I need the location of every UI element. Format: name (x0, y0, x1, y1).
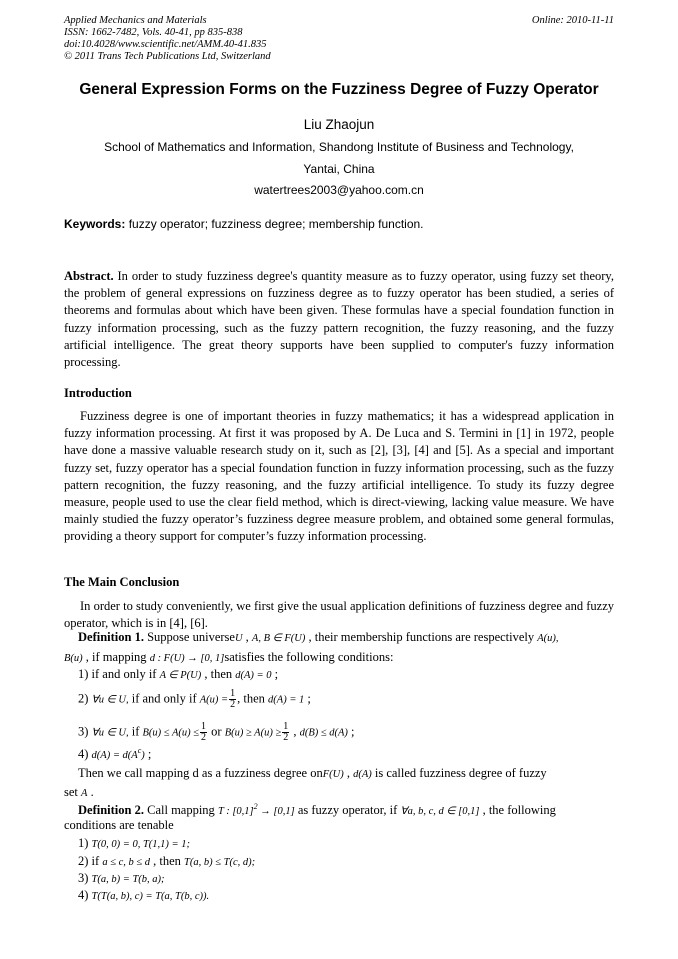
frac-den: 2 (201, 732, 207, 743)
journal-name: Applied Mechanics and Materials (64, 15, 207, 26)
c2-text-a: 2) (78, 691, 92, 706)
c3-math-3: B(u) ≥ A(u) ≥ (224, 727, 282, 739)
author-email: watertrees2003@yahoo.com.cn (254, 183, 424, 197)
then-line-2 (64, 785, 614, 800)
c2-math-1: ∀u ∈ U, (91, 694, 129, 706)
def1-text-d: , if mapping (82, 650, 147, 664)
def1-text-e: satisfies the following conditions: (224, 650, 394, 664)
c1-math-1: A ∈ P(U) (159, 670, 202, 681)
then-text-a: Then we call mapping d as a fuzziness degree on (78, 766, 323, 780)
then-line-1 (78, 766, 614, 781)
def1-text-b: , (242, 630, 252, 644)
def2-text-c: , the following (479, 803, 556, 818)
operator-condition-3 (78, 871, 628, 886)
then-math-3: A (81, 788, 88, 799)
d2-text-b: , then (150, 854, 185, 868)
d4-math: T(T(a, b), c) = T(a, T(b, c)). (91, 891, 210, 902)
c3-text-a: 3) (78, 724, 92, 739)
affiliation-line-1: School of Mathematics and Information, Shandong Institute of Business and Technology, (104, 140, 574, 154)
operator-condition-1 (78, 836, 628, 851)
c4-text-a: 4) (78, 747, 92, 762)
abstract (64, 268, 614, 371)
main-conclusion-heading: The Main Conclusion (64, 575, 180, 589)
author-name: Liu Zhaojun (303, 117, 375, 132)
affiliation-line-2: Yantai, China (303, 162, 375, 176)
then-math-1: F(U) (322, 769, 344, 780)
keywords (64, 217, 424, 231)
d3-math: T(a, b) = T(b, a); (91, 874, 165, 885)
main-intro-paragraph: In order to study conveniently, we first give the usual application definitions of fuzziness degree and fuzzy operator, which is in [4], [6]. (64, 599, 614, 631)
def1-text-c: , their membership functions are respectively (305, 630, 538, 644)
issn-line: ISSN: 1662-7482, Vols. 40-41, pp 835-838 (64, 27, 243, 38)
then-text-e: . (87, 785, 94, 799)
def1-math-sets: A, B ∈ F(U) (251, 633, 306, 644)
doi-line: doi:10.4028/www.scientific.net/AMM.40-41.835 (64, 39, 267, 50)
definition-1-line-1 (78, 630, 628, 645)
fraction-one-half (229, 689, 236, 710)
definition-2-line-1 (78, 802, 628, 818)
then-math-2: d(A) (353, 769, 372, 780)
def1-math-au: A(u), (537, 633, 559, 644)
introduction-heading: Introduction (64, 386, 132, 400)
frac-den: 2 (283, 732, 289, 743)
c1-text-c: ; (271, 667, 279, 681)
c2-text-d: ; (304, 691, 311, 706)
d1-text-a: 1) (78, 836, 92, 850)
def2-math-1b: → [0,1] (257, 806, 295, 818)
condition-2 (78, 689, 628, 710)
c3-text-or: or (208, 724, 225, 739)
d1-math: T(0, 0) = 0, T(1,1) = 1; (91, 839, 191, 850)
def2-math-1: T : [0,1] (217, 806, 254, 818)
definition-2-line-2: conditions are tenable (64, 818, 174, 832)
d2-text-a: 2) if (78, 854, 103, 868)
definition-2-label: Definition 2. (78, 803, 144, 818)
c1-math-2: d(A) = 0 (235, 670, 272, 681)
c2-math-3: d(A) = 1 (268, 694, 305, 706)
c3-math-1: ∀u ∈ U, (91, 727, 129, 739)
copyright-line: © 2011 Trans Tech Publications Ltd, Switzerland (64, 51, 271, 62)
condition-1 (78, 667, 628, 682)
fraction-one-half (200, 722, 207, 743)
c3-math-4: d(B) ≤ d(A) (299, 727, 348, 739)
abstract-label: Abstract. (64, 269, 114, 283)
abstract-text: In order to study fuzziness degree's quantity measure as to fuzzy operator, using fuzzy set theory, the problem of general expressions on fuzziness degree as to fuzzy operator has been studied, a series of theorems and formulas about which have been given. These formulas have a special foundation function in fuzzy information processing, such as the fuzzy pattern recognition, the fuzzy reasoning, and the fuzzy artificial intelligence. The great theory supports have been supplied to computer's fuzzy information processing. (64, 269, 614, 370)
then-text-d: set (64, 785, 82, 799)
c4-text-b: ; (144, 747, 152, 762)
frac-num: 1 (283, 721, 289, 732)
c2-text-b: if and only if (128, 691, 200, 706)
online-date: Online: 2010-11-11 (531, 15, 614, 26)
def2-text-b: as fuzzy operator, if (294, 803, 401, 818)
frac-den: 2 (230, 699, 236, 710)
c2-math-2: A(u) = (199, 694, 229, 706)
definition-1-label: Definition 1. (78, 630, 144, 644)
frac-num: 1 (230, 688, 236, 699)
journal-header (64, 15, 271, 63)
c1-text-b: , then (201, 667, 236, 681)
def2-text-a: Call mapping (143, 803, 218, 818)
c1-text-a: 1) if and only if (78, 667, 160, 681)
fraction-one-half (282, 722, 289, 743)
c3-text-d: ; (347, 724, 355, 739)
def1-math-bu: B(u) (64, 653, 83, 664)
condition-4 (78, 746, 628, 762)
c4-math-1: d(A) = d(A (91, 750, 138, 762)
then-text-b: , (343, 766, 354, 780)
definition-1-line-2 (64, 650, 614, 665)
def2-math-2: ∀a, b, c, d ∈ [0,1] (400, 806, 480, 818)
def1-text-a: Suppose universe (143, 630, 235, 644)
d2-math-2: T(a, b) ≤ T(c, d); (184, 857, 256, 868)
def2-sup: 2 (253, 802, 258, 811)
d4-text-a: 4) (78, 888, 92, 902)
c4-sup: c (137, 746, 142, 755)
condition-3 (78, 722, 628, 743)
frac-num: 1 (201, 721, 207, 732)
keywords-text: fuzzy operator; fuzziness degree; membership function. (125, 217, 424, 231)
keywords-label: Keywords: (64, 217, 126, 231)
c3-text-b: if (128, 724, 143, 739)
c4-math-1b: ) (141, 750, 145, 762)
def1-math-u: U (234, 633, 243, 644)
d3-text-a: 3) (78, 871, 92, 885)
def1-math-map: d : F(U) → [0, 1] (149, 653, 225, 664)
d2-math-1: a ≤ c, b ≤ d (102, 857, 150, 868)
c3-math-2: B(u) ≤ A(u) ≤ (142, 727, 200, 739)
operator-condition-2 (78, 854, 628, 869)
c3-text-c: , (290, 724, 300, 739)
paper-title: General Expression Forms on the Fuzziness Degree of Fuzzy Operator (79, 81, 599, 98)
then-text-c: is called fuzziness degree of fuzzy (371, 766, 547, 780)
operator-condition-4 (78, 888, 628, 903)
c2-text-c: , then (237, 691, 269, 706)
introduction-paragraph: Fuzziness degree is one of important theories in fuzzy mathematics; it has a widespread application in fuzzy information processing. At first it was proposed by A. De Luca and S. Termini in [1] in 1972, people have done a massive valuable research study on it, such as [2], [3], [4] and [5]. As a special and important fuzzy set, fuzzy operator has a special foundation function in fuzzy information processing, such as the fuzzy pattern recognition, the fuzzy reasoning, and the fuzzy artificial intelligence. To study its fuzzy degree measure, people used to use the clear field method, which is direct-viewing, lacking value measure. We have mainly studied the fuzzy operator’s fuzziness degree measure problem, and obtained some general formulas, providing a theory support for computer’s fuzzy information processing. (64, 409, 614, 544)
